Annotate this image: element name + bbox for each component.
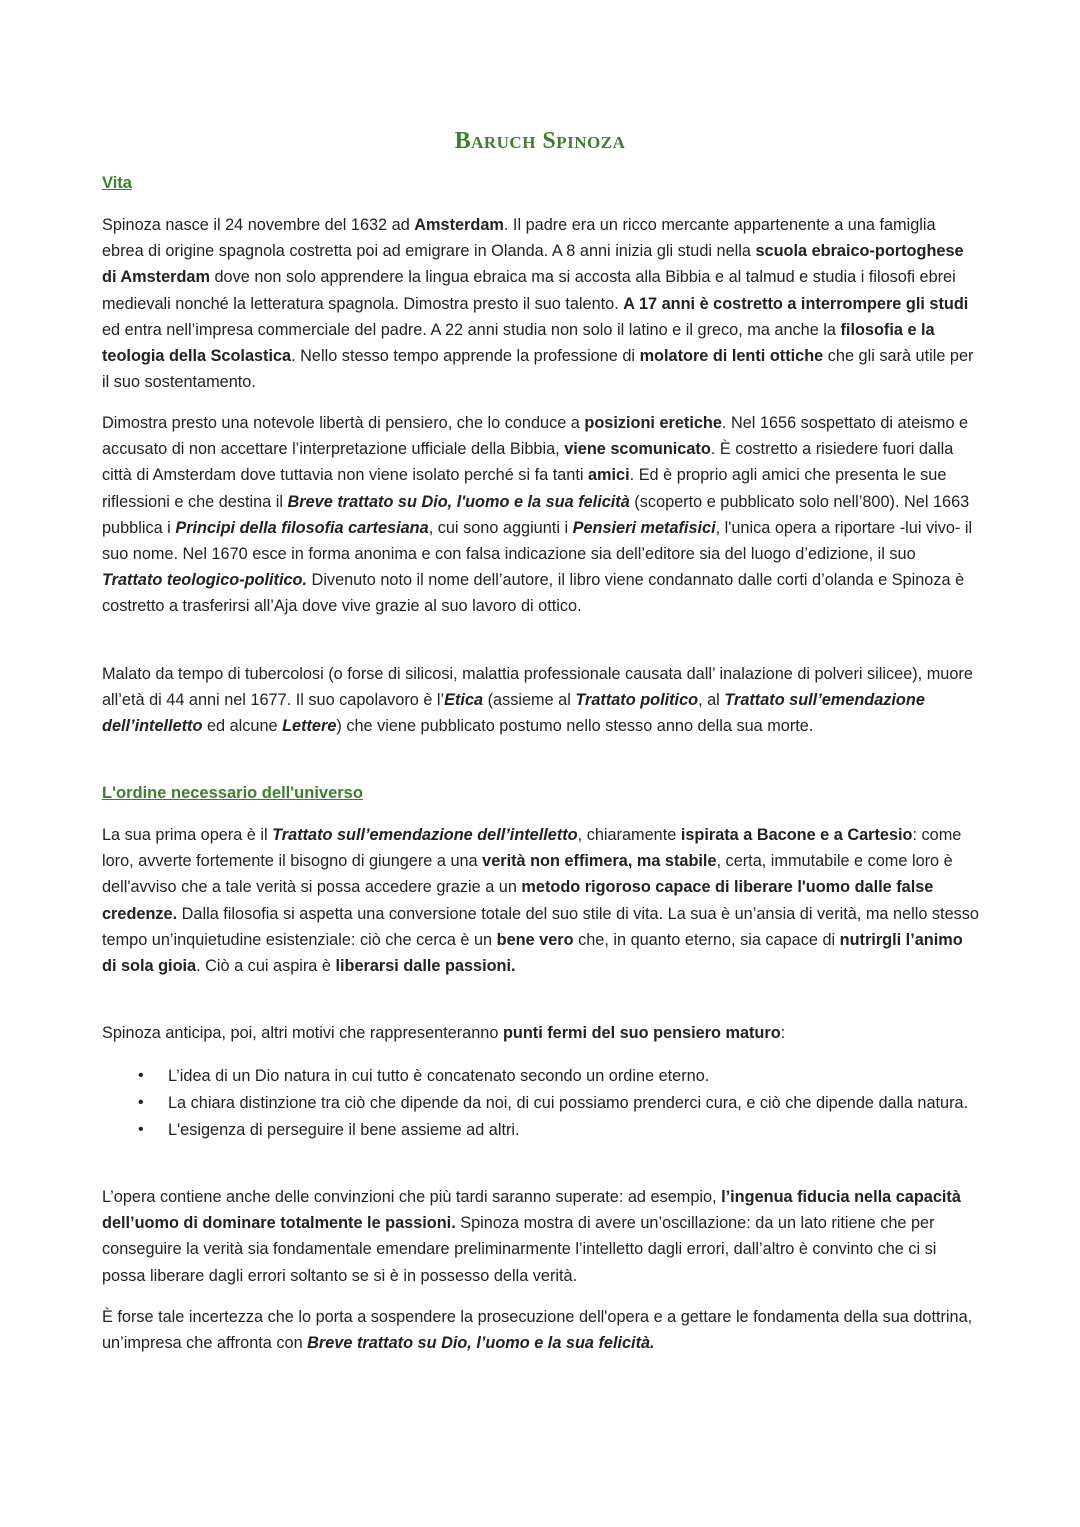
- paragraph-7: [102, 1304, 980, 1356]
- bold-text: l’ingenua fiducia nella capacità dell’uomo di dominare totalmente le passioni.: [102, 1188, 961, 1233]
- bold-text: Principi della filosofia cartesiana: [175, 518, 429, 537]
- bold-text: bene vero: [496, 930, 574, 949]
- bold-text: Breve trattato su Dio, l'uomo e la sua felicità: [287, 492, 630, 511]
- bullet-list: [102, 1063, 980, 1145]
- page-title: Baruch Spinoza: [454, 128, 626, 154]
- text-run: ed alcune: [202, 717, 283, 736]
- bold-text: Trattato sull’emendazione dell’intelletto: [102, 691, 925, 736]
- bold-text: Breve trattato su Dio, l’uomo e la sua felicità.: [307, 1334, 655, 1353]
- bullet-icon: •: [138, 1121, 144, 1139]
- text-run: Malato da tempo di tubercolosi (o forse di silicosi, malattia professionale causata dall’ inalazione di polveri silicee), muore all’età di 44 anni nel 1677. Il suo capolavoro è l’: [102, 665, 973, 710]
- bold-text: scuola ebraico-portoghese di Amsterdam: [102, 242, 964, 287]
- bold-text: liberarsi dalle passioni.: [335, 957, 516, 976]
- bold-text: metodo rigoroso capace di liberare l'uomo dalle false credenze.: [102, 878, 934, 923]
- text-run: . Ciò a cui aspira è: [196, 957, 336, 976]
- text-run: Spinoza anticipa, poi, altri motivi che rappresenteranno: [102, 1024, 503, 1042]
- bold-text: molatore di lenti ottiche: [639, 347, 824, 366]
- text-run: , al: [698, 691, 725, 710]
- bold-text: punti fermi del suo pensiero maturo: [502, 1024, 781, 1042]
- text-run: La sua prima opera è il: [102, 826, 273, 844]
- list-item: • La chiara distinzione tra ciò che dipende da noi, di cui possiamo prenderci cura, e ciò che dipende dalla natura.: [102, 1090, 980, 1116]
- bold-text: A 17 anni è costretto a interrompere gli studi: [623, 294, 969, 313]
- list-item: • L'esigenza di perseguire il bene assieme ad altri.: [102, 1117, 980, 1143]
- text-run: . Nello stesso tempo apprende la professione di: [291, 347, 640, 366]
- text-run: : come loro, avverte fortemente il bisogno di giungere a una: [102, 826, 962, 871]
- text-run: . Nel 1656 sospettato di ateismo e accusato di non accettare l’interpretazione ufficiale della Bibbia,: [102, 414, 969, 459]
- bold-text: Amsterdam: [414, 216, 504, 234]
- text-run: . Ed è proprio agli amici che presenta le sue riflessioni e che destina il: [102, 466, 947, 511]
- bold-text: Trattato sull’emendazione dell’intelletto: [272, 826, 578, 844]
- text-run: (assieme al: [483, 691, 576, 710]
- text-run: , certa, immutabile e come loro è dell'avviso che a tale verità si possa accedere grazie a un: [102, 852, 953, 897]
- list-item: • L’idea di un Dio natura in cui tutto è concatenato secondo un ordine eterno.: [102, 1063, 980, 1089]
- paragraph-1: [102, 212, 980, 395]
- paragraph-5: [102, 1020, 980, 1046]
- text-run: Spinoza nasce il 24 novembre del 1632 ad: [102, 216, 415, 234]
- bold-text: Pensieri metafisici: [572, 518, 716, 537]
- text-run: , chiaramente: [577, 826, 681, 844]
- text-run: (scoperto e pubblicato solo nell’800). Nel 1663 pubblica i: [102, 492, 970, 537]
- text-run: , cui sono aggiunti i: [428, 518, 573, 537]
- bold-text: Trattato teologico-politico.: [102, 571, 308, 590]
- section-heading-ordine: L'ordine necessario dell'universo: [102, 784, 363, 802]
- bullet-icon: •: [138, 1094, 144, 1112]
- text-run: È forse tale incertezza che lo porta a sospendere la prosecuzione dell'opera e a gettare le fondamenta della sua dottrina, un’impresa che affronta con: [102, 1308, 973, 1353]
- bold-text: Trattato politico: [575, 691, 699, 710]
- text-run: :: [780, 1024, 786, 1042]
- text-run: che gli sarà utile per il suo sostentamento.: [102, 347, 974, 392]
- text-run: L’opera contiene anche delle convinzioni che più tardi saranno superate: ad esempio,: [102, 1188, 722, 1206]
- text-run: Dalla filosofia si aspetta una conversione totale del suo stile di vita. La sua è un’ansia di verità, ma nello stesso tempo un’inquietudine esistenziale: ciò che cerca è un: [102, 904, 979, 949]
- bold-text: Lettere: [282, 717, 337, 736]
- text-run: Spinoza mostra di avere un’oscillazione: da un lato ritiene che per conseguire la verità sia fondamentale emendare preliminarmente l’intelletto dagli errori, dall’altro è convinto che ci si possa liberare dagli errori soltanto se si è in possesso della verità.: [102, 1214, 937, 1285]
- bold-text: filosofia e la teologia della Scolastica: [102, 320, 935, 366]
- text-run: ) che viene pubblicato postumo nello stesso anno della sua morte.: [336, 717, 814, 736]
- text-run: che, in quanto eterno, sia capace di: [573, 930, 840, 949]
- bold-text: viene scomunicato: [564, 440, 711, 459]
- text-run: , l'unica opera a riportare -lui vivo- il suo nome. Nel 1670 esce in forma anonima e con falsa indicazione sia dell’editore sia del luogo d’edizione, il suo: [102, 518, 973, 564]
- text-run: . È costretto a risiedere fuori dalla città di Amsterdam dove tuttavia non viene isolato perché si fa tanti: [102, 440, 954, 485]
- paragraph-4: [102, 822, 980, 979]
- bullet-icon: •: [138, 1067, 144, 1084]
- bold-text: posizioni eretiche: [584, 414, 722, 432]
- paragraph-6: [102, 1184, 980, 1289]
- bold-text: ispirata a Bacone e a Cartesio: [680, 826, 913, 844]
- text-run: . Il padre era un ricco mercante appartenente a una famiglia ebrea di origine spagnola costretta poi ad emigrare in Olanda. A 8 anni inizia gli studi nella: [102, 216, 936, 261]
- section-heading-vita: Vita: [102, 174, 132, 192]
- bold-text: verità non effimera, ma stabile: [482, 852, 717, 871]
- bold-text: nutrirgli l’animo di sola gioia: [102, 930, 963, 976]
- text-run: dove non solo apprendere la lingua ebraica ma si accosta alla Bibbia e al talmud e studia i filosofi ebrei medievali nonché la letteratura spagnola. Dimostra presto il suo talento.: [102, 268, 956, 313]
- text-run: Dimostra presto una notevole libertà di pensiero, che lo conduce a: [102, 414, 585, 432]
- bold-text: Etica: [444, 691, 484, 710]
- paragraph-3: [102, 661, 980, 740]
- paragraph-2: [102, 410, 980, 620]
- bold-text: amici: [588, 466, 630, 485]
- text-run: ed entra nell’impresa commerciale del padre. A 22 anni studia non solo il latino e il greco, ma anche la: [102, 320, 841, 339]
- text-run: Divenuto noto il nome dell’autore, il libro viene condannato dalle corti d’olanda e Spinoza è costretto a trasferirsi all’Aja dove vive grazie al suo lavoro di ottico.: [102, 571, 965, 616]
